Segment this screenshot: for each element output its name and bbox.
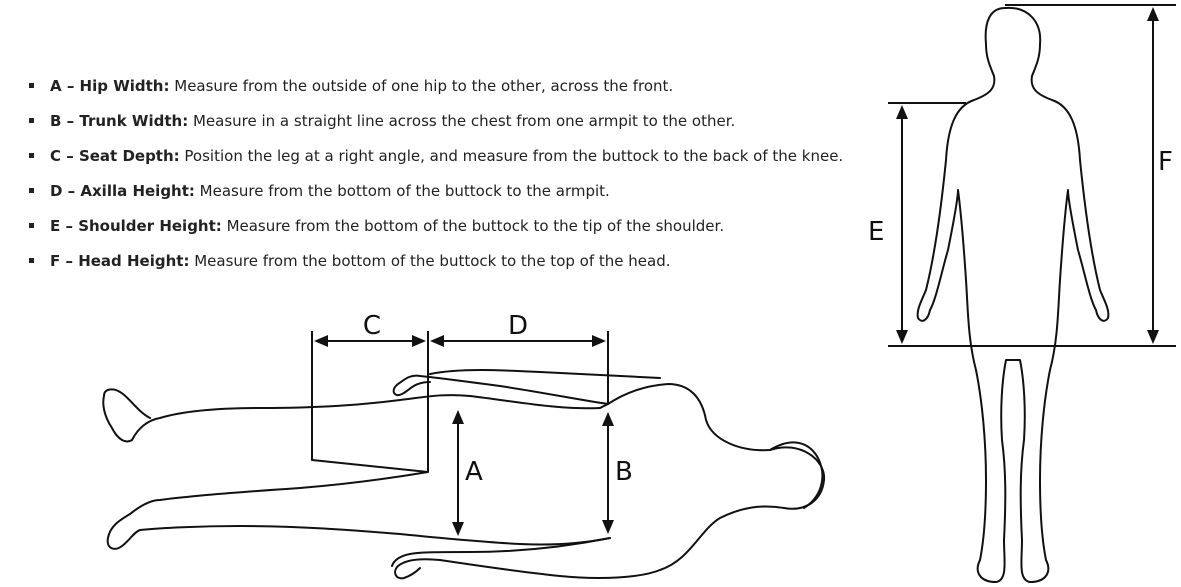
arrow-down-icon [452, 522, 464, 536]
label-a: A [465, 457, 483, 487]
arrow-left-icon [314, 335, 328, 347]
arrow-right-icon [412, 335, 426, 347]
arrow-up-icon [452, 410, 464, 424]
dimension-a [452, 410, 483, 536]
arrow-down-icon [1147, 330, 1159, 344]
arrow-down-icon [896, 330, 908, 344]
label-b: B [615, 457, 633, 487]
label-c: C [362, 311, 382, 341]
measurement-description: Measure from the bottom of the buttock to the top of the head. [189, 252, 671, 270]
measurement-term: D – Axilla Height: [50, 182, 195, 200]
arrow-up-icon [602, 412, 614, 426]
standing-silhouette [918, 8, 1109, 582]
measurement-term: B – Trunk Width: [50, 112, 189, 130]
dimension-b [602, 412, 633, 534]
arrow-left-icon [430, 335, 444, 347]
torso-upper-outline [600, 384, 822, 508]
arrow-up-icon [896, 105, 908, 119]
measurement-description: Measure from the outside of one hip to the other, across the front. [169, 77, 674, 95]
measurement-term: A – Hip Width: [50, 77, 170, 95]
measurement-term: F – Head Height: [50, 252, 190, 270]
standing-body-outline [918, 8, 1109, 582]
label-e: E [868, 217, 885, 247]
measurement-description: Measure from the bottom of the buttock to the armpit. [194, 182, 610, 200]
arrow-up-icon [1147, 7, 1159, 21]
dimension-e [868, 103, 1176, 346]
measurement-description: Measure from the bottom of the buttock to the tip of the shoulder. [221, 217, 725, 235]
upper-leg-outline [103, 389, 600, 441]
inner-leg-outline [130, 460, 428, 514]
arrow-down-icon [602, 520, 614, 534]
dimension-c [312, 311, 428, 472]
upper-arm-outline [430, 370, 660, 378]
measurement-description: Position the leg at a right angle, and measure from the buttock to the back of the knee. [179, 147, 844, 165]
arrow-right-icon [592, 335, 606, 347]
measurement-term: C – Seat Depth: [50, 147, 180, 165]
label-d: D [507, 311, 529, 341]
measurement-term: E – Shoulder Height: [50, 217, 222, 235]
dimension-d [430, 311, 608, 404]
lower-leg-outline [108, 514, 610, 549]
measurement-description: Measure in a straight line across the chest from one armpit to the other. [188, 112, 736, 130]
label-f: F [1158, 147, 1173, 177]
lying-body-outline [103, 370, 824, 578]
